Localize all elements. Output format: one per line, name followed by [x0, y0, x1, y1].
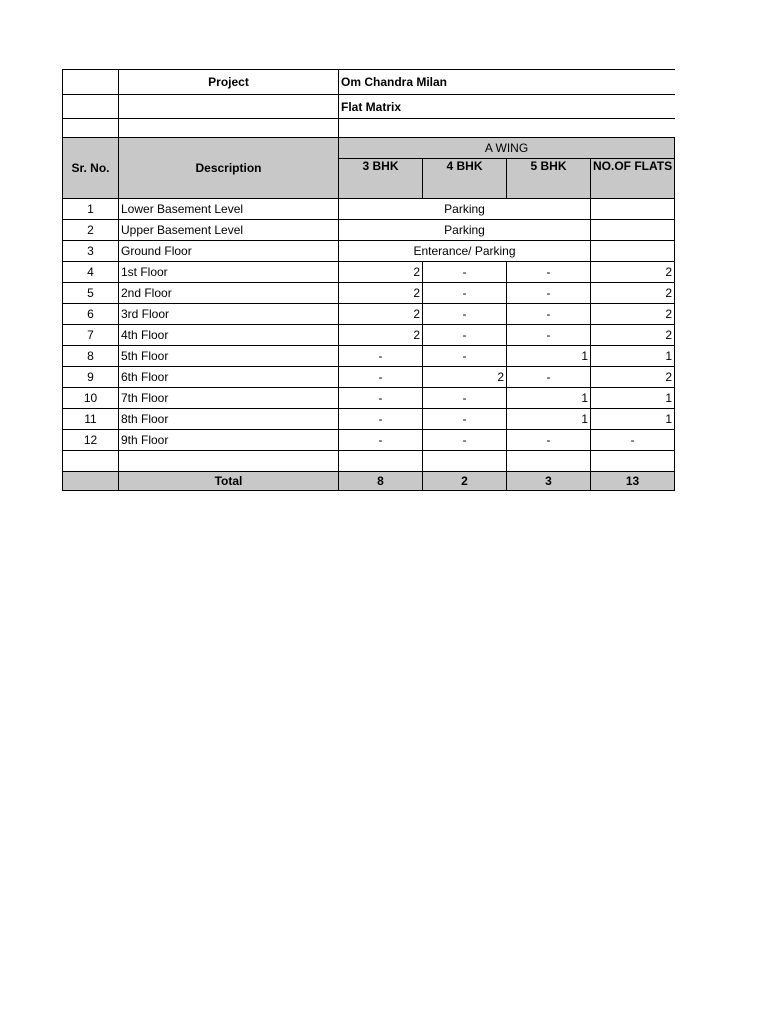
description-cell: 7th Floor [119, 388, 339, 409]
value-cell: - [423, 283, 507, 304]
value-cell: 2 [339, 262, 423, 283]
value-cell: - [507, 283, 591, 304]
sr-no-cell: 12 [63, 430, 119, 451]
blank-cell [507, 451, 591, 472]
value-cell: 1 [591, 346, 675, 367]
table-row [63, 241, 675, 262]
sr-no-cell: 8 [63, 346, 119, 367]
blank-cell [591, 451, 675, 472]
flat-matrix-table [62, 69, 675, 491]
description-cell: 3rd Floor [119, 304, 339, 325]
blank-cell [63, 451, 119, 472]
sr-no-cell: 5 [63, 283, 119, 304]
description-cell: 2nd Floor [119, 283, 339, 304]
description-cell: 1st Floor [119, 262, 339, 283]
table-row [63, 199, 675, 220]
table-row [63, 430, 675, 451]
value-cell: - [339, 388, 423, 409]
total-value-cell: 2 [423, 472, 507, 491]
table-row [63, 220, 675, 241]
header-wing: A WING [339, 138, 675, 159]
value-cell: - [423, 346, 507, 367]
description-cell: 5th Floor [119, 346, 339, 367]
sr-no-cell: 9 [63, 367, 119, 388]
value-cell: - [423, 430, 507, 451]
table-row [63, 409, 675, 430]
description-cell: Ground Floor [119, 241, 339, 262]
value-cell: 2 [591, 325, 675, 346]
total-value-cell: 8 [339, 472, 423, 491]
total-row [63, 472, 675, 491]
value-cell: 2 [339, 304, 423, 325]
value-cell: - [423, 262, 507, 283]
sr-no-cell: 3 [63, 241, 119, 262]
sr-no-cell: 4 [63, 262, 119, 283]
blank-cell [63, 119, 119, 138]
sr-no-cell: 1 [63, 199, 119, 220]
value-cell: - [339, 430, 423, 451]
value-cell: - [507, 304, 591, 325]
blank-cell [119, 95, 339, 119]
total-value-cell: 13 [591, 472, 675, 491]
value-cell: - [339, 409, 423, 430]
value-cell: - [507, 325, 591, 346]
project-name: Om Chandra Milan [339, 70, 675, 95]
value-cell: 1 [507, 346, 591, 367]
value-cell: 2 [591, 283, 675, 304]
total-value-cell: 3 [507, 472, 591, 491]
value-cell: - [507, 367, 591, 388]
table-row [63, 325, 675, 346]
sr-no-cell: 11 [63, 409, 119, 430]
sheet-subtitle: Flat Matrix [339, 95, 675, 119]
header-sr-no: Sr. No. [63, 138, 119, 199]
description-cell: Upper Basement Level [119, 220, 339, 241]
description-cell: 8th Floor [119, 409, 339, 430]
table-row [63, 262, 675, 283]
sr-no-cell: 7 [63, 325, 119, 346]
merged-usage-cell: Parking [339, 199, 591, 220]
table-row [63, 346, 675, 367]
value-cell: 1 [591, 409, 675, 430]
value-cell: 1 [591, 388, 675, 409]
value-cell: 1 [507, 388, 591, 409]
header-3bhk: 3 BHK [339, 159, 423, 199]
blank-cell [63, 95, 119, 119]
value-cell: 2 [423, 367, 507, 388]
flats-cell [591, 241, 675, 262]
table-row [63, 388, 675, 409]
value-cell: - [423, 325, 507, 346]
table-row [63, 304, 675, 325]
description-cell: 6th Floor [119, 367, 339, 388]
flats-cell [591, 220, 675, 241]
blank-cell [339, 119, 675, 138]
header-description: Description [119, 138, 339, 199]
header-no-of-flats: NO.OF FLATS [591, 159, 675, 199]
value-cell: - [339, 367, 423, 388]
description-cell: 9th Floor [119, 430, 339, 451]
header-4bhk: 4 BHK [423, 159, 507, 199]
value-cell: - [423, 409, 507, 430]
flats-cell [591, 199, 675, 220]
description-cell: 4th Floor [119, 325, 339, 346]
merged-usage-cell: Enterance/ Parking [339, 241, 591, 262]
blank-cell [339, 451, 423, 472]
value-cell: - [507, 262, 591, 283]
description-cell: Lower Basement Level [119, 199, 339, 220]
sr-no-cell: 2 [63, 220, 119, 241]
value-cell: - [423, 388, 507, 409]
value-cell: 2 [591, 367, 675, 388]
header-5bhk: 5 BHK [507, 159, 591, 199]
value-cell: - [591, 430, 675, 451]
table-row [63, 367, 675, 388]
value-cell: 2 [339, 283, 423, 304]
blank-row [63, 451, 675, 472]
value-cell: 2 [591, 262, 675, 283]
blank-cell [63, 472, 119, 491]
blank-cell [63, 70, 119, 95]
total-label: Total [119, 472, 339, 491]
sr-no-cell: 10 [63, 388, 119, 409]
value-cell: 2 [339, 325, 423, 346]
blank-cell [119, 451, 339, 472]
blank-cell [423, 451, 507, 472]
merged-usage-cell: Parking [339, 220, 591, 241]
project-label: Project [119, 70, 339, 95]
sr-no-cell: 6 [63, 304, 119, 325]
value-cell: - [339, 346, 423, 367]
table-row [63, 283, 675, 304]
blank-cell [119, 119, 339, 138]
value-cell: 2 [591, 304, 675, 325]
value-cell: - [507, 430, 591, 451]
value-cell: - [423, 304, 507, 325]
value-cell: 1 [507, 409, 591, 430]
